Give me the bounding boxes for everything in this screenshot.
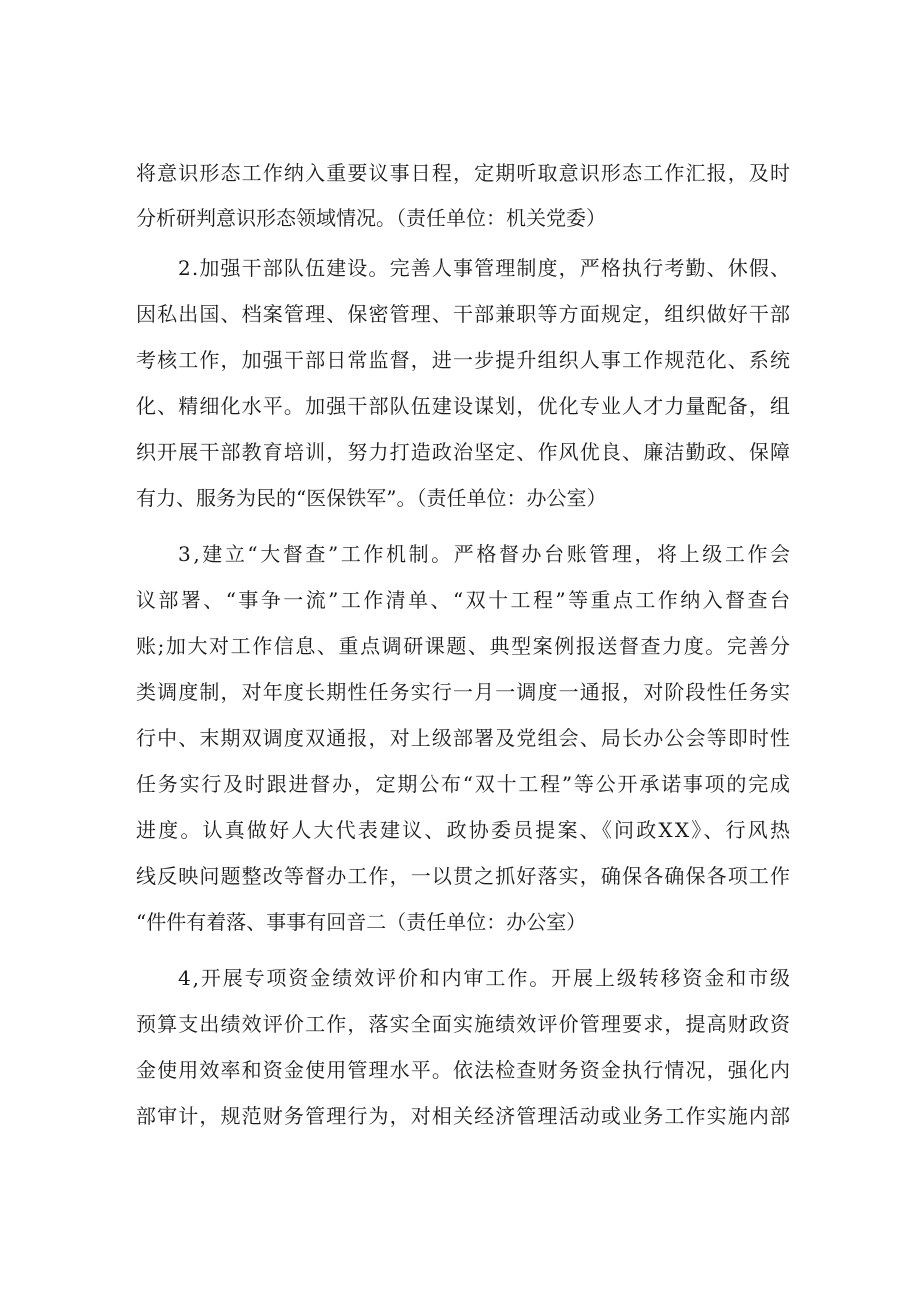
text-line-content: 账;加大对工作信息、重点调研课题、典型案例报送督查力度。完善分	[136, 634, 792, 658]
text-line-content: 任务实行及时跟进督办，定期公布“双十工程”等公开承诺事项的完成	[136, 772, 792, 796]
text-line	[0, 383, 920, 429]
text-line-content: 因私出国、档案管理、保密管理、干部兼职等方面规定，组织做好干部	[136, 302, 792, 326]
text-line	[0, 429, 920, 475]
text-line	[0, 715, 920, 761]
text-line	[0, 853, 920, 899]
text-line-content: 类调度制，对年度长期性任务实行一月一调度一通报，对阶段性任务实	[136, 680, 792, 704]
text-line-content: 2.加强干部队伍建设。完善人事管理制度，严格执行考勤、休假、	[178, 256, 792, 280]
text-line-content: 金使用效率和资金使用管理水平。依法检查财务资金执行情况，强化内	[136, 1058, 792, 1082]
text-line	[0, 531, 920, 577]
text-line-content: 进度。认真做好人大代表建议、政协委员提案、《问政XX》、行风热	[136, 818, 793, 842]
text-line	[0, 899, 920, 945]
text-line	[0, 1001, 920, 1047]
text-line-content: 分析研判意识形态领域情况。（责任单位：机关党委）	[136, 206, 606, 230]
text-line	[0, 807, 920, 853]
text-line-content: 预算支出绩效评价工作，落实全面实施绩效评价管理要求，提高财政资	[136, 1012, 792, 1036]
text-line	[0, 577, 920, 623]
text-line-content: 考核工作，加强干部日常监督，进一步提升组织人事工作规范化、系统	[136, 348, 792, 372]
text-line-content: “件件有着落、事事有回音二（责任单位：办公室）	[136, 910, 587, 934]
text-line	[0, 623, 920, 669]
text-line	[0, 761, 920, 807]
text-line-content: 部审计，规范财务管理行为，对相关经济管理活动或业务工作实施内部	[136, 1104, 792, 1128]
text-line-content: 将意识形态工作纳入重要议事日程，定期听取意识形态工作汇报，及时	[136, 161, 792, 185]
text-line-content: 化、精细化水平。加强干部队伍建设谋划，优化专业人才力量配备，组	[136, 394, 792, 418]
text-line-content: 3,建立“大督查”工作机制。严格督办台账管理，将上级工作会	[178, 542, 793, 566]
text-line	[0, 245, 920, 291]
text-line	[0, 337, 920, 383]
text-line-content: 线反映问题整改等督办工作，一以贯之抓好落实，确保各确保各项工作	[136, 864, 792, 888]
text-line	[0, 1093, 920, 1139]
text-line	[0, 291, 920, 337]
text-line	[0, 1047, 920, 1093]
text-line	[0, 669, 920, 715]
text-line	[0, 195, 920, 241]
text-line-content: 有力、服务为民的“医保铁军”。（责任单位：办公室）	[136, 486, 607, 510]
text-line-content: 行中、末期双调度双通报，对上级部署及党组会、局长办公会等即时性	[136, 726, 792, 750]
text-line	[0, 955, 920, 1001]
text-line-content: 4,开展专项资金绩效评价和内审工作。开展上级转移资金和市级	[178, 966, 792, 990]
text-line-content: 织开展干部教育培训，努力打造政治坚定、作风优良、廉洁勤政、保障	[136, 440, 792, 464]
text-line-content: 议部署、“事争一流”工作清单、“双十工程”等重点工作纳入督查台	[136, 588, 793, 612]
text-line	[0, 475, 920, 521]
text-line	[0, 150, 920, 196]
